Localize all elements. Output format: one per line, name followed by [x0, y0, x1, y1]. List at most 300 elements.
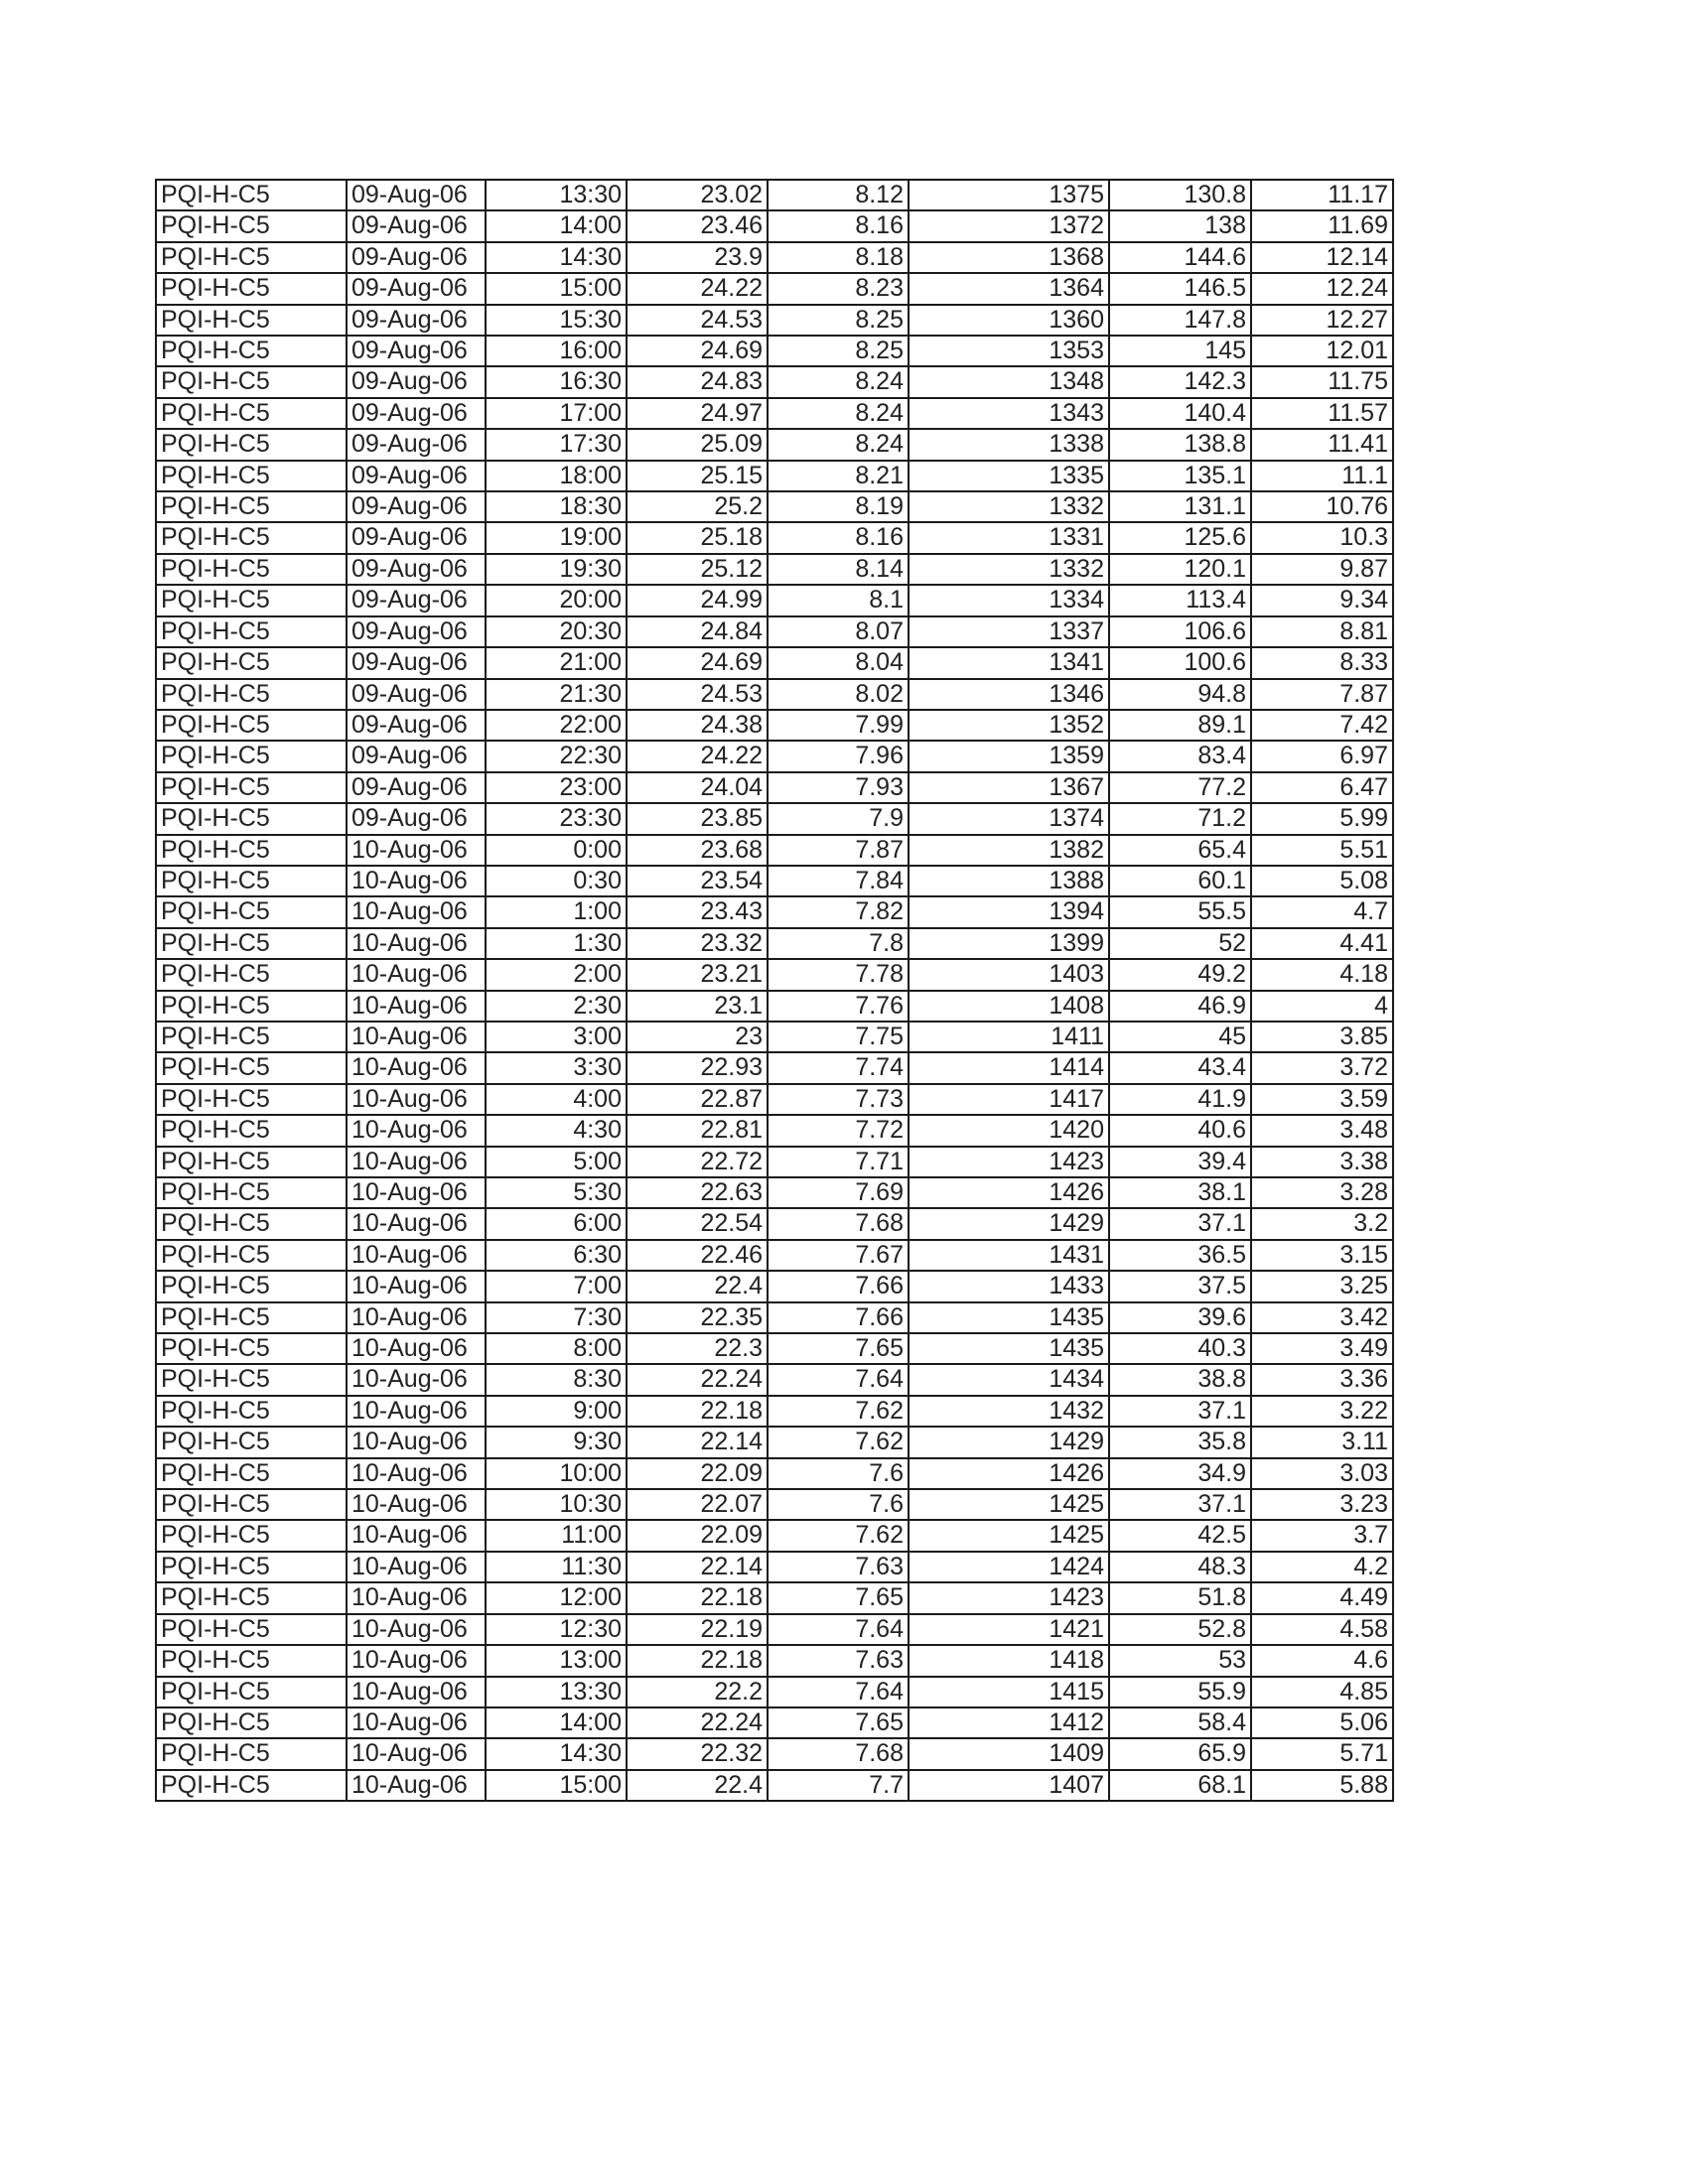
value-5-cell: 12.24 — [1251, 273, 1393, 304]
value-3-cell: 1375 — [909, 180, 1109, 210]
value-4-cell: 35.8 — [1109, 1427, 1251, 1457]
date-cell: 10-Aug-06 — [347, 1707, 486, 1738]
table-row — [156, 991, 1393, 1022]
time-cell: 18:30 — [486, 491, 627, 522]
station-id-cell: PQI-H-C5 — [156, 1240, 347, 1271]
date-cell: 10-Aug-06 — [347, 1052, 486, 1083]
value-3-cell: 1408 — [909, 991, 1109, 1022]
value-5-cell: 4.2 — [1251, 1552, 1393, 1582]
table-row — [156, 429, 1393, 460]
value-1-cell: 25.2 — [627, 491, 768, 522]
value-2-cell: 7.96 — [768, 741, 909, 771]
date-cell: 10-Aug-06 — [347, 1645, 486, 1676]
station-id-cell: PQI-H-C5 — [156, 180, 347, 210]
table-row — [156, 1271, 1393, 1301]
value-2-cell: 7.65 — [768, 1582, 909, 1613]
value-4-cell: 138.8 — [1109, 429, 1251, 460]
station-id-cell: PQI-H-C5 — [156, 741, 347, 771]
value-5-cell: 3.38 — [1251, 1147, 1393, 1177]
time-cell: 9:30 — [486, 1427, 627, 1457]
value-5-cell: 11.57 — [1251, 398, 1393, 429]
date-cell: 09-Aug-06 — [347, 429, 486, 460]
time-cell: 2:30 — [486, 991, 627, 1022]
station-id-cell: PQI-H-C5 — [156, 1396, 347, 1427]
value-3-cell: 1432 — [909, 1396, 1109, 1427]
station-id-cell: PQI-H-C5 — [156, 1177, 347, 1208]
table-row — [156, 1552, 1393, 1582]
value-1-cell: 23.46 — [627, 210, 768, 241]
value-5-cell: 5.88 — [1251, 1770, 1393, 1801]
value-2-cell: 7.65 — [768, 1707, 909, 1738]
value-4-cell: 60.1 — [1109, 866, 1251, 896]
value-2-cell: 7.93 — [768, 772, 909, 803]
time-cell: 22:30 — [486, 741, 627, 771]
time-cell: 13:30 — [486, 180, 627, 210]
table-row — [156, 928, 1393, 959]
value-1-cell: 24.99 — [627, 585, 768, 615]
station-id-cell: PQI-H-C5 — [156, 647, 347, 678]
date-cell: 09-Aug-06 — [347, 305, 486, 336]
value-2-cell: 7.65 — [768, 1333, 909, 1364]
value-4-cell: 52.8 — [1109, 1614, 1251, 1645]
value-2-cell: 8.02 — [768, 679, 909, 710]
date-cell: 09-Aug-06 — [347, 522, 486, 553]
value-1-cell: 23.1 — [627, 991, 768, 1022]
table-row — [156, 1770, 1393, 1801]
time-cell: 14:30 — [486, 1738, 627, 1769]
time-cell: 14:00 — [486, 1707, 627, 1738]
value-2-cell: 8.12 — [768, 180, 909, 210]
date-cell: 09-Aug-06 — [347, 772, 486, 803]
value-3-cell: 1425 — [909, 1489, 1109, 1520]
value-2-cell: 7.69 — [768, 1177, 909, 1208]
value-4-cell: 89.1 — [1109, 710, 1251, 741]
value-2-cell: 7.99 — [768, 710, 909, 741]
value-1-cell: 25.12 — [627, 554, 768, 585]
value-3-cell: 1394 — [909, 896, 1109, 927]
date-cell: 09-Aug-06 — [347, 180, 486, 210]
table-row — [156, 242, 1393, 273]
value-5-cell: 11.75 — [1251, 366, 1393, 397]
value-4-cell: 37.1 — [1109, 1489, 1251, 1520]
time-cell: 21:30 — [486, 679, 627, 710]
table-row — [156, 180, 1393, 210]
value-1-cell: 22.2 — [627, 1677, 768, 1707]
time-cell: 13:30 — [486, 1677, 627, 1707]
table-row — [156, 710, 1393, 741]
date-cell: 09-Aug-06 — [347, 210, 486, 241]
value-3-cell: 1411 — [909, 1022, 1109, 1052]
value-2-cell: 8.04 — [768, 647, 909, 678]
station-id-cell: PQI-H-C5 — [156, 1427, 347, 1457]
station-id-cell: PQI-H-C5 — [156, 1489, 347, 1520]
value-5-cell: 3.15 — [1251, 1240, 1393, 1271]
value-5-cell: 4.58 — [1251, 1614, 1393, 1645]
value-1-cell: 24.97 — [627, 398, 768, 429]
value-3-cell: 1412 — [909, 1707, 1109, 1738]
date-cell: 09-Aug-06 — [347, 710, 486, 741]
value-5-cell: 4.18 — [1251, 959, 1393, 990]
value-5-cell: 3.11 — [1251, 1427, 1393, 1457]
table-row — [156, 366, 1393, 397]
table-row — [156, 585, 1393, 615]
value-1-cell: 22.09 — [627, 1458, 768, 1489]
value-2-cell: 7.76 — [768, 991, 909, 1022]
value-5-cell: 10.76 — [1251, 491, 1393, 522]
table-body — [156, 180, 1393, 1801]
value-5-cell: 4.6 — [1251, 1645, 1393, 1676]
value-1-cell: 22.4 — [627, 1271, 768, 1301]
value-2-cell: 7.71 — [768, 1147, 909, 1177]
value-2-cell: 8.16 — [768, 522, 909, 553]
table-row — [156, 1396, 1393, 1427]
date-cell: 09-Aug-06 — [347, 647, 486, 678]
value-2-cell: 7.74 — [768, 1052, 909, 1083]
time-cell: 18:00 — [486, 461, 627, 491]
value-3-cell: 1341 — [909, 647, 1109, 678]
value-4-cell: 106.6 — [1109, 616, 1251, 647]
value-1-cell: 23.21 — [627, 959, 768, 990]
date-cell: 09-Aug-06 — [347, 491, 486, 522]
table-row — [156, 398, 1393, 429]
value-5-cell: 3.2 — [1251, 1208, 1393, 1239]
value-5-cell: 7.42 — [1251, 710, 1393, 741]
time-cell: 23:00 — [486, 772, 627, 803]
table-row — [156, 1052, 1393, 1083]
time-cell: 20:00 — [486, 585, 627, 615]
station-id-cell: PQI-H-C5 — [156, 1115, 347, 1146]
date-cell: 10-Aug-06 — [347, 866, 486, 896]
value-4-cell: 55.5 — [1109, 896, 1251, 927]
table-row — [156, 866, 1393, 896]
table-row — [156, 647, 1393, 678]
value-1-cell: 22.46 — [627, 1240, 768, 1271]
time-cell: 1:30 — [486, 928, 627, 959]
value-4-cell: 65.4 — [1109, 835, 1251, 866]
value-4-cell: 48.3 — [1109, 1552, 1251, 1582]
date-cell: 09-Aug-06 — [347, 461, 486, 491]
station-id-cell: PQI-H-C5 — [156, 1707, 347, 1738]
value-2-cell: 7.7 — [768, 1770, 909, 1801]
value-4-cell: 68.1 — [1109, 1770, 1251, 1801]
table-row — [156, 772, 1393, 803]
value-2-cell: 8.19 — [768, 491, 909, 522]
station-id-cell: PQI-H-C5 — [156, 1738, 347, 1769]
station-id-cell: PQI-H-C5 — [156, 1614, 347, 1645]
station-id-cell: PQI-H-C5 — [156, 1520, 347, 1551]
value-1-cell: 24.04 — [627, 772, 768, 803]
value-3-cell: 1407 — [909, 1770, 1109, 1801]
table-row — [156, 616, 1393, 647]
table-row — [156, 1489, 1393, 1520]
value-3-cell: 1374 — [909, 803, 1109, 834]
data-table — [155, 179, 1394, 1802]
station-id-cell: PQI-H-C5 — [156, 1022, 347, 1052]
value-5-cell: 3.28 — [1251, 1177, 1393, 1208]
value-4-cell: 140.4 — [1109, 398, 1251, 429]
value-4-cell: 83.4 — [1109, 741, 1251, 771]
value-1-cell: 22.87 — [627, 1084, 768, 1115]
time-cell: 7:00 — [486, 1271, 627, 1301]
value-1-cell: 23.54 — [627, 866, 768, 896]
value-5-cell: 9.87 — [1251, 554, 1393, 585]
value-2-cell: 7.62 — [768, 1520, 909, 1551]
date-cell: 09-Aug-06 — [347, 616, 486, 647]
value-4-cell: 53 — [1109, 1645, 1251, 1676]
value-2-cell: 7.64 — [768, 1614, 909, 1645]
value-2-cell: 7.66 — [768, 1271, 909, 1301]
value-5-cell: 4.49 — [1251, 1582, 1393, 1613]
value-2-cell: 7.68 — [768, 1738, 909, 1769]
time-cell: 19:00 — [486, 522, 627, 553]
table-row — [156, 741, 1393, 771]
value-3-cell: 1399 — [909, 928, 1109, 959]
value-3-cell: 1403 — [909, 959, 1109, 990]
time-cell: 0:30 — [486, 866, 627, 896]
value-1-cell: 25.09 — [627, 429, 768, 460]
value-1-cell: 22.18 — [627, 1645, 768, 1676]
date-cell: 09-Aug-06 — [347, 273, 486, 304]
value-3-cell: 1431 — [909, 1240, 1109, 1271]
value-5-cell: 4.7 — [1251, 896, 1393, 927]
table-row — [156, 1458, 1393, 1489]
date-cell: 10-Aug-06 — [347, 1738, 486, 1769]
value-3-cell: 1425 — [909, 1520, 1109, 1551]
value-4-cell: 146.5 — [1109, 273, 1251, 304]
value-3-cell: 1434 — [909, 1364, 1109, 1395]
value-5-cell: 12.14 — [1251, 242, 1393, 273]
time-cell: 7:30 — [486, 1302, 627, 1333]
value-3-cell: 1343 — [909, 398, 1109, 429]
value-5-cell: 8.33 — [1251, 647, 1393, 678]
value-2-cell: 7.68 — [768, 1208, 909, 1239]
value-3-cell: 1364 — [909, 273, 1109, 304]
value-1-cell: 24.84 — [627, 616, 768, 647]
value-3-cell: 1360 — [909, 305, 1109, 336]
value-1-cell: 22.4 — [627, 1770, 768, 1801]
value-5-cell: 3.22 — [1251, 1396, 1393, 1427]
value-4-cell: 37.1 — [1109, 1208, 1251, 1239]
table-row — [156, 1333, 1393, 1364]
date-cell: 10-Aug-06 — [347, 1489, 486, 1520]
date-cell: 10-Aug-06 — [347, 1770, 486, 1801]
value-3-cell: 1421 — [909, 1614, 1109, 1645]
value-1-cell: 22.18 — [627, 1396, 768, 1427]
station-id-cell: PQI-H-C5 — [156, 1052, 347, 1083]
station-id-cell: PQI-H-C5 — [156, 710, 347, 741]
value-2-cell: 7.84 — [768, 866, 909, 896]
time-cell: 15:00 — [486, 273, 627, 304]
value-5-cell: 3.23 — [1251, 1489, 1393, 1520]
value-4-cell: 142.3 — [1109, 366, 1251, 397]
date-cell: 10-Aug-06 — [347, 1115, 486, 1146]
date-cell: 10-Aug-06 — [347, 928, 486, 959]
station-id-cell: PQI-H-C5 — [156, 1302, 347, 1333]
value-5-cell: 6.97 — [1251, 741, 1393, 771]
table-row — [156, 1520, 1393, 1551]
value-4-cell: 120.1 — [1109, 554, 1251, 585]
value-1-cell: 25.18 — [627, 522, 768, 553]
time-cell: 21:00 — [486, 647, 627, 678]
value-5-cell: 5.71 — [1251, 1738, 1393, 1769]
table-row — [156, 1645, 1393, 1676]
value-1-cell: 24.53 — [627, 305, 768, 336]
value-3-cell: 1429 — [909, 1427, 1109, 1457]
time-cell: 15:30 — [486, 305, 627, 336]
time-cell: 11:30 — [486, 1552, 627, 1582]
time-cell: 4:30 — [486, 1115, 627, 1146]
value-1-cell: 22.93 — [627, 1052, 768, 1083]
value-4-cell: 36.5 — [1109, 1240, 1251, 1271]
value-1-cell: 22.24 — [627, 1707, 768, 1738]
date-cell: 09-Aug-06 — [347, 366, 486, 397]
value-5-cell: 9.34 — [1251, 585, 1393, 615]
value-4-cell: 138 — [1109, 210, 1251, 241]
station-id-cell: PQI-H-C5 — [156, 1333, 347, 1364]
table-row — [156, 1115, 1393, 1146]
value-4-cell: 39.6 — [1109, 1302, 1251, 1333]
time-cell: 16:00 — [486, 336, 627, 366]
value-3-cell: 1332 — [909, 554, 1109, 585]
station-id-cell: PQI-H-C5 — [156, 991, 347, 1022]
value-4-cell: 46.9 — [1109, 991, 1251, 1022]
date-cell: 10-Aug-06 — [347, 1302, 486, 1333]
time-cell: 10:00 — [486, 1458, 627, 1489]
value-3-cell: 1338 — [909, 429, 1109, 460]
station-id-cell: PQI-H-C5 — [156, 928, 347, 959]
date-cell: 09-Aug-06 — [347, 554, 486, 585]
value-2-cell: 7.87 — [768, 835, 909, 866]
date-cell: 09-Aug-06 — [347, 679, 486, 710]
table-row — [156, 1302, 1393, 1333]
value-1-cell: 23.68 — [627, 835, 768, 866]
time-cell: 1:00 — [486, 896, 627, 927]
station-id-cell: PQI-H-C5 — [156, 429, 347, 460]
value-3-cell: 1335 — [909, 461, 1109, 491]
value-4-cell: 40.3 — [1109, 1333, 1251, 1364]
time-cell: 10:30 — [486, 1489, 627, 1520]
value-1-cell: 22.14 — [627, 1427, 768, 1457]
date-cell: 10-Aug-06 — [347, 896, 486, 927]
station-id-cell: PQI-H-C5 — [156, 366, 347, 397]
time-cell: 20:30 — [486, 616, 627, 647]
value-5-cell: 8.81 — [1251, 616, 1393, 647]
value-1-cell: 22.35 — [627, 1302, 768, 1333]
time-cell: 6:30 — [486, 1240, 627, 1271]
date-cell: 09-Aug-06 — [347, 398, 486, 429]
table-row — [156, 803, 1393, 834]
value-3-cell: 1346 — [909, 679, 1109, 710]
value-2-cell: 8.07 — [768, 616, 909, 647]
value-4-cell: 131.1 — [1109, 491, 1251, 522]
time-cell: 4:00 — [486, 1084, 627, 1115]
table-row — [156, 1614, 1393, 1645]
date-cell: 10-Aug-06 — [347, 1271, 486, 1301]
value-3-cell: 1331 — [909, 522, 1109, 553]
value-3-cell: 1372 — [909, 210, 1109, 241]
value-1-cell: 22.24 — [627, 1364, 768, 1395]
value-2-cell: 7.63 — [768, 1645, 909, 1676]
value-3-cell: 1334 — [909, 585, 1109, 615]
value-4-cell: 145 — [1109, 336, 1251, 366]
date-cell: 10-Aug-06 — [347, 1677, 486, 1707]
value-5-cell: 12.27 — [1251, 305, 1393, 336]
value-1-cell: 22.32 — [627, 1738, 768, 1769]
table-row — [156, 1677, 1393, 1707]
station-id-cell: PQI-H-C5 — [156, 1147, 347, 1177]
date-cell: 10-Aug-06 — [347, 1458, 486, 1489]
value-4-cell: 71.2 — [1109, 803, 1251, 834]
station-id-cell: PQI-H-C5 — [156, 398, 347, 429]
time-cell: 9:00 — [486, 1396, 627, 1427]
value-3-cell: 1426 — [909, 1177, 1109, 1208]
value-4-cell: 49.2 — [1109, 959, 1251, 990]
date-cell: 10-Aug-06 — [347, 1364, 486, 1395]
station-id-cell: PQI-H-C5 — [156, 1677, 347, 1707]
table-row — [156, 461, 1393, 491]
date-cell: 10-Aug-06 — [347, 1208, 486, 1239]
station-id-cell: PQI-H-C5 — [156, 336, 347, 366]
value-2-cell: 8.18 — [768, 242, 909, 273]
value-4-cell: 38.8 — [1109, 1364, 1251, 1395]
value-1-cell: 22.3 — [627, 1333, 768, 1364]
value-2-cell: 8.14 — [768, 554, 909, 585]
value-5-cell: 3.72 — [1251, 1052, 1393, 1083]
value-2-cell: 7.6 — [768, 1489, 909, 1520]
date-cell: 10-Aug-06 — [347, 1084, 486, 1115]
value-3-cell: 1414 — [909, 1052, 1109, 1083]
value-1-cell: 25.15 — [627, 461, 768, 491]
value-1-cell: 23.9 — [627, 242, 768, 273]
value-1-cell: 22.14 — [627, 1552, 768, 1582]
time-cell: 3:00 — [486, 1022, 627, 1052]
station-id-cell: PQI-H-C5 — [156, 1552, 347, 1582]
value-3-cell: 1417 — [909, 1084, 1109, 1115]
value-2-cell: 8.24 — [768, 398, 909, 429]
station-id-cell: PQI-H-C5 — [156, 959, 347, 990]
table-row — [156, 554, 1393, 585]
value-5-cell: 3.48 — [1251, 1115, 1393, 1146]
value-4-cell: 77.2 — [1109, 772, 1251, 803]
value-5-cell: 7.87 — [1251, 679, 1393, 710]
value-2-cell: 8.24 — [768, 429, 909, 460]
table-row — [156, 305, 1393, 336]
value-3-cell: 1415 — [909, 1677, 1109, 1707]
table-row — [156, 1427, 1393, 1457]
station-id-cell: PQI-H-C5 — [156, 242, 347, 273]
station-id-cell: PQI-H-C5 — [156, 491, 347, 522]
value-3-cell: 1426 — [909, 1458, 1109, 1489]
date-cell: 10-Aug-06 — [347, 991, 486, 1022]
value-2-cell: 7.75 — [768, 1022, 909, 1052]
date-cell: 10-Aug-06 — [347, 1427, 486, 1457]
date-cell: 10-Aug-06 — [347, 959, 486, 990]
time-cell: 12:30 — [486, 1614, 627, 1645]
station-id-cell: PQI-H-C5 — [156, 1208, 347, 1239]
value-3-cell: 1423 — [909, 1147, 1109, 1177]
date-cell: 10-Aug-06 — [347, 1240, 486, 1271]
value-3-cell: 1367 — [909, 772, 1109, 803]
date-cell: 10-Aug-06 — [347, 835, 486, 866]
value-1-cell: 22.07 — [627, 1489, 768, 1520]
table-row — [156, 679, 1393, 710]
time-cell: 22:00 — [486, 710, 627, 741]
value-3-cell: 1435 — [909, 1302, 1109, 1333]
value-2-cell: 8.1 — [768, 585, 909, 615]
value-4-cell: 125.6 — [1109, 522, 1251, 553]
table-row — [156, 210, 1393, 241]
table-row — [156, 273, 1393, 304]
